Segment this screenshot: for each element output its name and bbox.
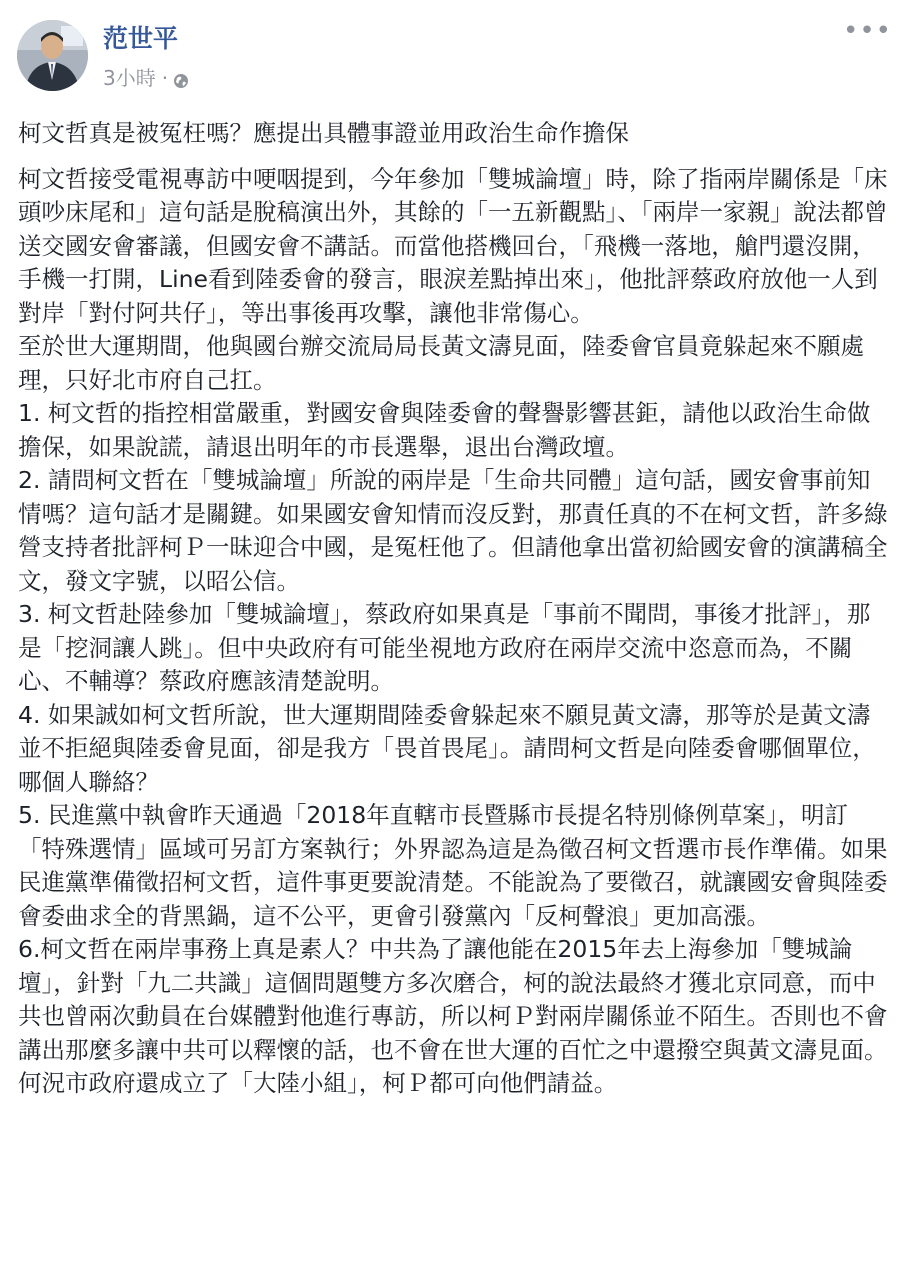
avatar[interactable] [17,20,88,91]
timestamp[interactable]: 3小時 [103,66,156,90]
author-name[interactable]: 范世平 [103,24,179,53]
post-paragraph: 1. 柯文哲的指控相當嚴重，對國安會與陸委會的聲譽影響甚鉅，請他以政治生命做擔保，如果說謊，請退出明年的市長選舉，退出台灣政壇。 [18,399,871,461]
post-paragraph: 2. 請問柯文哲在「雙城論壇」所說的兩岸是「生命共同體」這句話，國安會事前知情嗎？這句話才是關鍵。如果國安會知情而沒反對，那責任真的不在柯文哲，許多綠營支持者批評柯Ｐ一昧迎合中國，是冤枉他了。但請他拿出當初給國安會的演講稿全文，發文字號，以昭公信。 [18,466,888,595]
post-paragraph: 柯文哲接受電視專訪中哽咽提到，今年參加「雙城論壇」時，除了指兩岸關係是「床頭吵床尾和」這句話是脫稿演出外，其餘的「一五新觀點」、「兩岸一家親」說法都曾送交國安會審議，但國安會不講話。而當他搭機回台，「飛機一落地，艙門還沒開，手機一打開，Line看到陸委會的發言，眼淚差點掉出來」，他批評蔡政府放他一人到對岸「對付阿共仔」，等出事後再攻擊，讓他非常傷心。 [18,164,888,327]
post-paragraph: 5. 民進黨中執會昨天通過「2018年直轄市長暨縣市長提名特別條例草案」，明訂「特殊選情」區域可另訂方案執行；外界認為這是為徵召柯文哲選市長作準備。如果民進黨準備徵招柯文哲，這件事更要說清楚。不能說為了要徵召，就讓國安會與陸委會委曲求全的背黑鍋，這不公平，更會引發黨內「反柯聲浪」更加高漲。 [18,801,888,930]
more-options-icon[interactable]: ••• [842,16,892,46]
globe-icon[interactable] [173,70,189,86]
post-body [18,117,890,1101]
post-meta [103,66,189,90]
meta-separator: · [161,66,169,90]
post-header [0,0,904,110]
post-paragraph: 3. 柯文哲赴陸參加「雙城論壇」，蔡政府如果真是「事前不聞問，事後才批評」，那是「挖洞讓人跳」。但中央政府有可能坐視地方政府在兩岸交流中恣意而為，不關心、不輔導？蔡政府應該清楚說明。 [18,600,871,695]
post-paragraph: 至於世大運期間，他與國台辦交流局局長黃文濤見面，陸委會官員竟躲起來不願處理，只好北市府自己扛。 [18,332,864,394]
post-paragraph: 6.柯文哲在兩岸事務上真是素人？中共為了讓他能在2015年去上海參加「雙城論壇」，針對「九二共識」這個問題雙方多次磨合，柯的說法最終才獲北京同意，而中共也曾兩次動員在台媒體對他進行專訪，所以柯Ｐ對兩岸關係並不陌生。否則也不會講出那麼多讓中共可以釋懷的話，也不會在世大運的百忙之中還撥空與黃文濤見面。何況市政府還成立了「大陸小組」，柯Ｐ都可向他們請益。 [18,935,888,1097]
post-paragraph: 4. 如果誠如柯文哲所說，世大運期間陸委會躲起來不願見黃文濤，那等於是黃文濤並不拒絕與陸委會見面，卻是我方「畏首畏尾」。請問柯文哲是向陸委會哪個單位，哪個人聯絡？ [18,700,876,796]
post-title: 柯文哲真是被冤枉嗎？應提出具體事證並用政治生命作擔保 [18,119,629,147]
